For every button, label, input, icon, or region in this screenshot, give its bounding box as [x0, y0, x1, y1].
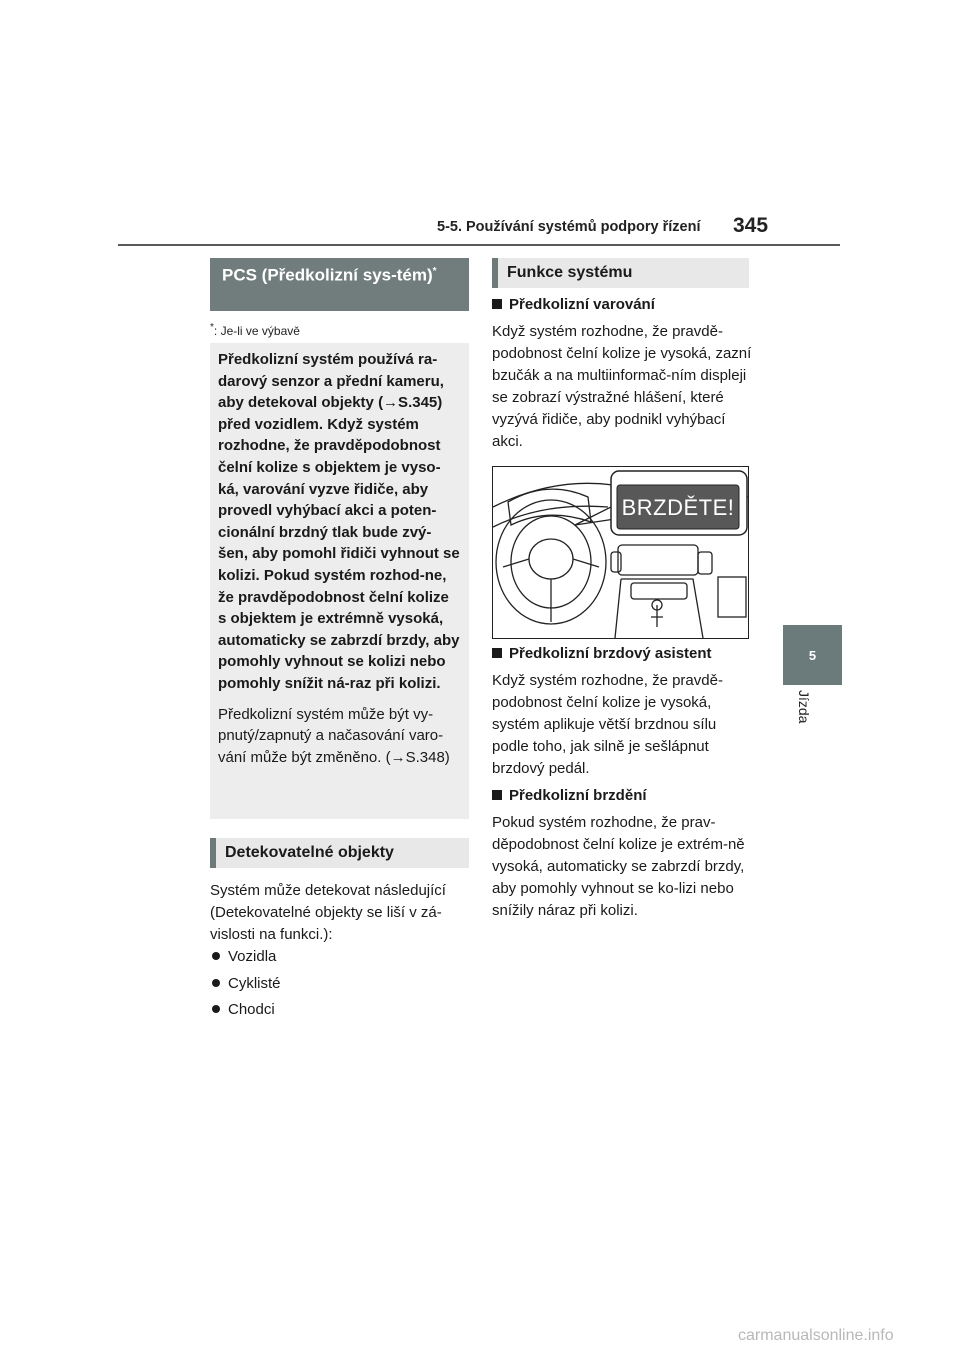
- footnote: [210, 322, 300, 338]
- side-box: [718, 577, 746, 617]
- page-title-box: [210, 258, 469, 311]
- steering-spoke: [503, 559, 599, 622]
- square-bullet-icon: [492, 648, 502, 658]
- intro-box: [210, 343, 469, 819]
- square-bullet-icon: [492, 299, 502, 309]
- header-page-number: 345: [733, 214, 769, 237]
- dashboard-drawing: [493, 467, 748, 638]
- page-title: PCS (Předkolizní sys-tém): [222, 265, 433, 285]
- braking-text: Pokud systém rozhodne, že prav-děpodobnost čelní kolize je extrém-ně vysoká, automaticky se zabrzdí brzdy, aby pomohly vyhnout se ko-lizi nebo snížily náraz při kolizi.: [492, 814, 745, 919]
- center-screen: [618, 545, 698, 575]
- warning-subheading: [492, 296, 655, 313]
- brake-assist-subheading: [492, 645, 712, 662]
- bullet-dot-icon: [212, 1005, 220, 1013]
- intro-normal-text: Předkolizní systém může být vy-pnutý/zapnutý a načasování varo-vání může být změněno. (→S.348): [218, 705, 450, 766]
- list-item-label: Cyklisté: [228, 975, 281, 992]
- callout-pointer: [575, 505, 615, 525]
- warning-text: Když systém rozhodne, že pravdě-podobnost čelní kolize je vysoká, zazní bzučák a na multiinformač-ním displeji se zobrazí výstražné hlášení, které vyzývá řidiče, aby podnikl vyhýbací akci.: [492, 323, 752, 450]
- braking-title: Předkolizní brzdění: [509, 787, 647, 804]
- climate-panel: [631, 583, 687, 599]
- intro-bold-text: Předkolizní systém používá ra-darový senzor a přední kameru, aby detekoval objekty (→S.345) před vozidlem. Když systém rozhodne, že pravděpodobnost čelní kolize s objektem je vyso-ká, varování vyzve řidiče, aby provedl vyhýbací akci a poten-cionální brzdný tlak bude zvý-šen, aby pomohl řidiči vyhnout se kolizi. Pokud systém rozhod-ne, že pravděpodobnost čelní kolize s objektem je extrémně vysoká, automaticky se zabrzdí brzdy, aby pomohly vyhnout se kolizi nebo pomohly snížit ná-raz při kolizi.: [218, 351, 460, 692]
- dashboard-illustration: [492, 466, 749, 639]
- braking-subheading: [492, 787, 647, 804]
- chapter-tab-number: 5: [808, 647, 817, 663]
- footnote-text: : Je-li ve výbavě: [213, 324, 300, 338]
- title-asterisk: *: [432, 266, 437, 277]
- detect-text: Systém může detekovat následující (Detekovatelné objekty se liší v zá-vislosti na funkci.):: [210, 882, 446, 943]
- funkce-heading: Funkce systému: [492, 258, 749, 288]
- chapter-tab-label: Jízda: [796, 690, 812, 724]
- vent-right: [698, 552, 712, 574]
- brake-assist-title: Předkolizní brzdový asistent: [509, 645, 712, 662]
- header-rule: [118, 244, 840, 246]
- console-outline: [615, 579, 703, 638]
- brake-assist-text: Když systém rozhodne, že pravdě-podobnost čelní kolize je vysoká, systém aplikuje větší brzdnou sílu podle toho, jak silně je sešlápnut brzdový pedál.: [492, 672, 723, 777]
- cluster-hood: [508, 489, 591, 525]
- bullet-dot-icon: [212, 979, 220, 987]
- list-item-cykliste: [212, 975, 281, 992]
- steering-hub: [529, 539, 573, 579]
- detect-heading: Detekovatelné objekty: [210, 838, 469, 868]
- footnote-marker: *: [210, 322, 214, 333]
- chapter-tab[interactable]: [783, 625, 842, 685]
- square-bullet-icon: [492, 790, 502, 800]
- vent-left: [611, 552, 621, 572]
- display-message: BRZDĚTE!: [621, 495, 735, 520]
- watermark: carmanualsonline.info: [738, 1327, 894, 1344]
- list-item-chodci: [212, 1001, 275, 1018]
- bullet-dot-icon: [212, 952, 220, 960]
- list-item-label: Vozidla: [228, 948, 277, 965]
- list-item-vozidla: [212, 948, 276, 965]
- header-section-title: 5-5. Používání systémů podpory řízení: [437, 219, 701, 235]
- list-item-label: Chodci: [228, 1001, 275, 1018]
- warning-title: Předkolizní varování: [509, 296, 655, 313]
